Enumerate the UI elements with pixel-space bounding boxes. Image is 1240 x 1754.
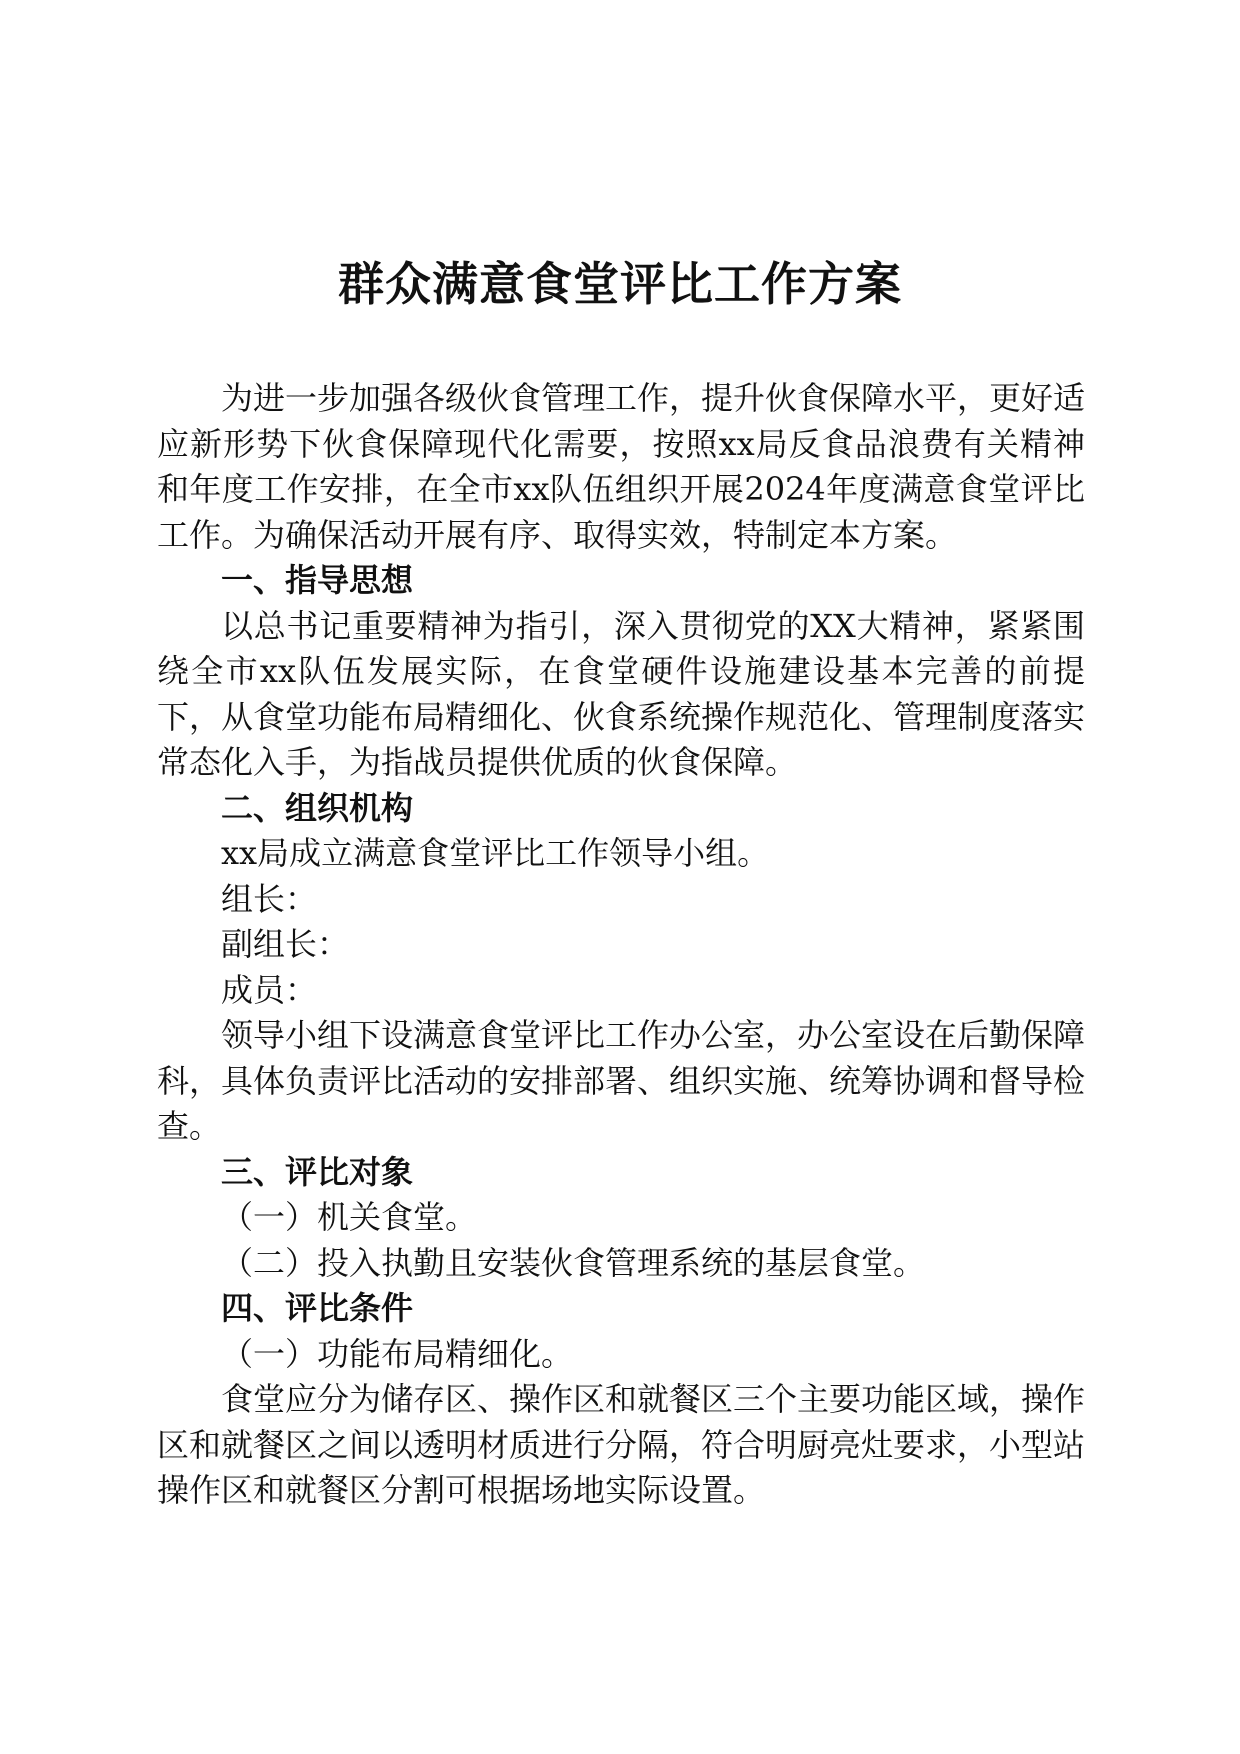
intro-paragraph: 为进一步加强各级伙食管理工作，提升伙食保障水平，更好适应新形势下伙食保障现代化需要，按照xx局反食品浪费有关精神和年度工作安排，在全市xx队伍组织开展2024年度满意食堂评比工作。为确保活动开展有序、取得实效，特制定本方案。 <box>157 379 1086 554</box>
members-line: 成员： <box>221 970 318 1009</box>
document-body <box>157 376 1085 1514</box>
section-heading-organization: 二、组织机构 <box>221 788 414 827</box>
condition-item-1: （一）功能布局精细化。 <box>221 1334 574 1373</box>
office-paragraph: 领导小组下设满意食堂评比工作办公室，办公室设在后勤保障科，具体负责评比活动的安排部署、组织实施、统筹协调和督导检查。 <box>157 1016 1086 1145</box>
section-heading-evaluation-targets: 三、评比对象 <box>221 1152 414 1191</box>
document-title: 群众满意食堂评比工作方案 <box>338 257 902 311</box>
section-heading-evaluation-conditions: 四、评比条件 <box>221 1289 414 1327</box>
layout-paragraph: 食堂应分为储存区、操作区和就餐区三个主要功能区域，操作区和就餐区之间以透明材质进行分隔，符合明厨亮灶要求，小型站操作区和就餐区分割可根据场地实际设置。 <box>157 1380 1086 1509</box>
deputy-leader-line: 副组长： <box>221 925 350 963</box>
guiding-thought-paragraph: 以总书记重要精神为指引，深入贯彻党的XX大精神，紧紧围绕全市xx队伍发展实际，在食堂硬件设施建设基本完善的前提下，从食堂功能布局精细化、伙食系统操作规范化、管理制度落实常态化入手，为指战员提供优质的伙食保障。 <box>157 606 1086 781</box>
target-item-2: （二）投入执勤且安装伙食管理系统的基层食堂。 <box>221 1243 926 1282</box>
leader-line: 组长： <box>221 879 318 918</box>
section-heading-guiding-thought: 一、指导思想 <box>221 561 414 599</box>
organization-paragraph: xx局成立满意食堂评比工作领导小组。 <box>221 834 770 872</box>
target-item-1: （一）机关食堂。 <box>221 1198 478 1236</box>
